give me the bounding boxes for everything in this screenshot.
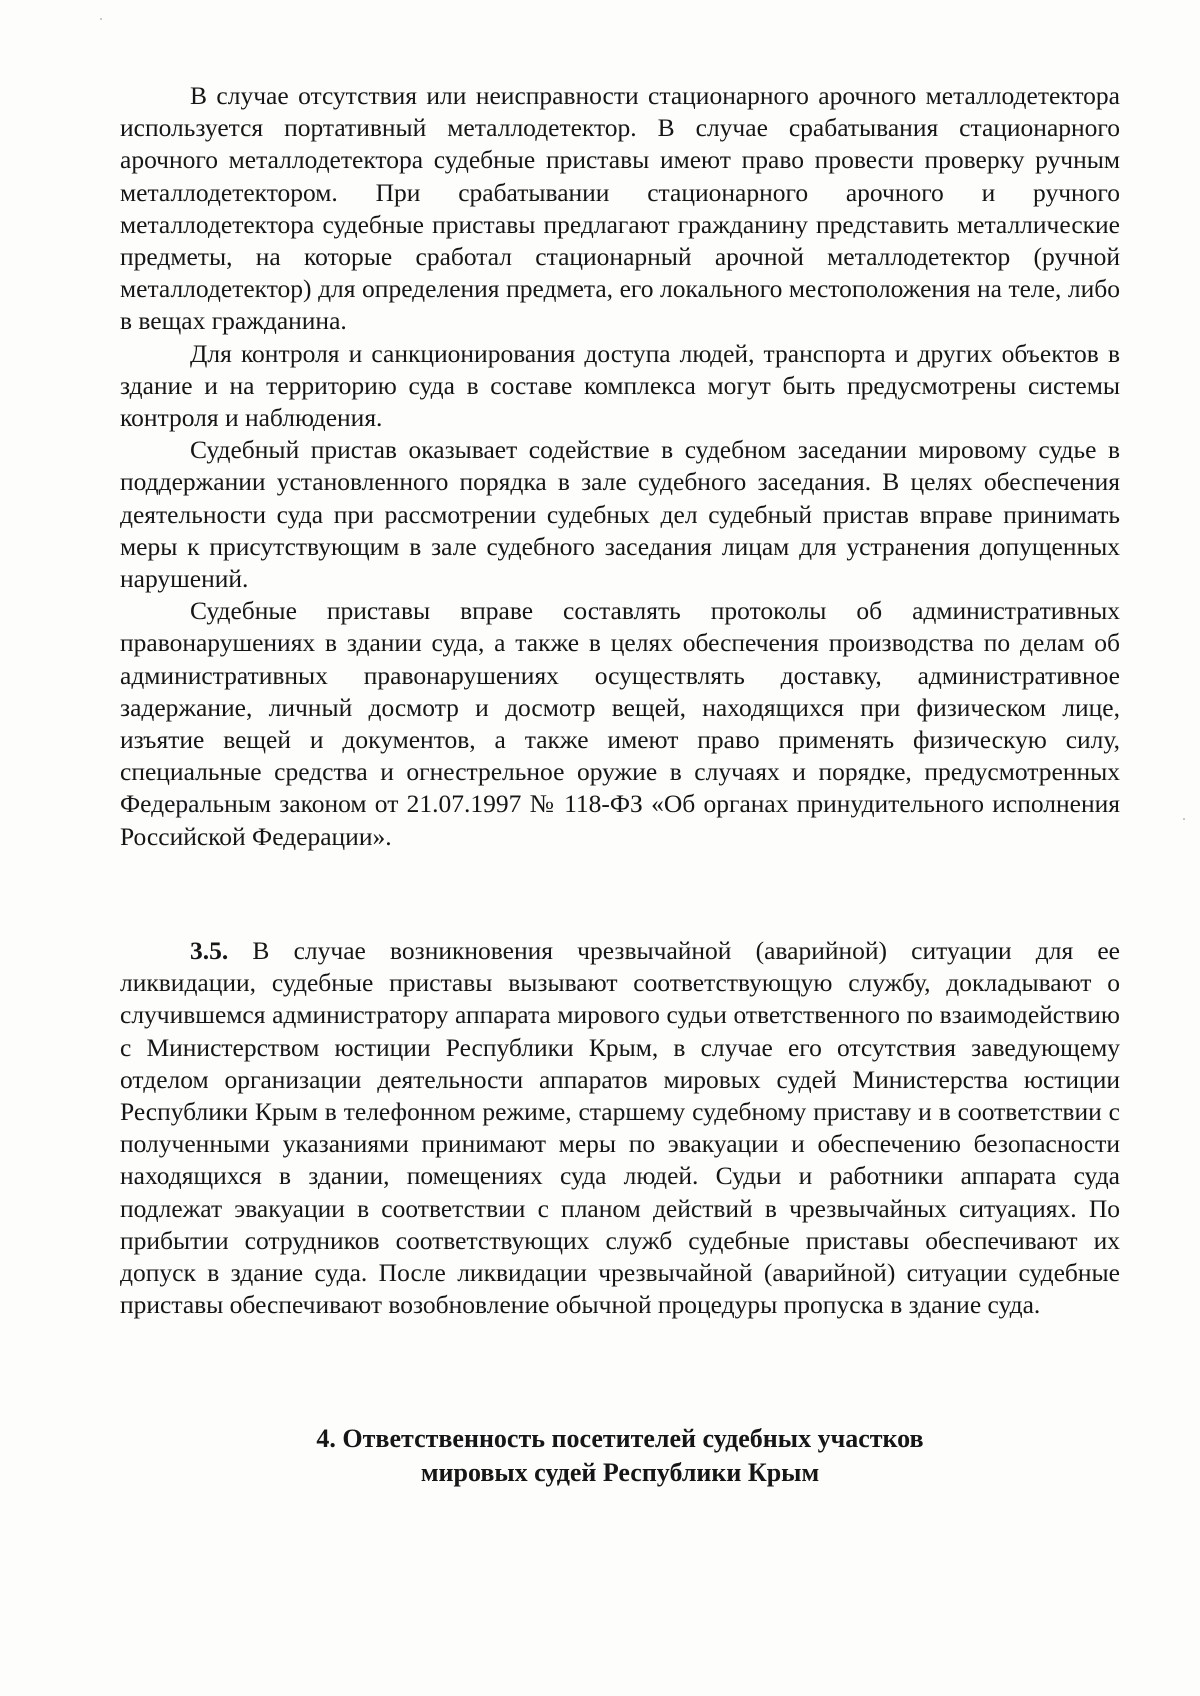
section-number: 3.5. [190,936,229,965]
scan-speck [100,18,102,20]
paragraph-access-control: Для контроля и санкционирования доступа людей, транспорта и других объектов в здание и на территорию суда в составе комплекса могут быть предусмотрены системы контроля и наблюдения. [120,338,1120,433]
paragraph-administrative-powers: Судебные приставы вправе составлять протоколы об административных правонарушениях в здании суда, а также в целях обеспечения производства по делам об административных правонарушениях осуществлять доставку, административное задержание, личный досмотр и досмотр вещей, находящихся при физическом лице, изъятие вещей и документов, а также имеют право применять физическую силу, специальные средства и огнестрельное оружие в случаях и порядке, предусмотренных Федеральным законом от 21.07.1997 № 118-ФЗ «Об органах принудительного исполнения Российской Федерации». [120,596,1120,851]
paragraph-court-session: Судебный пристав оказывает содействие в судебном заседании мировому судье в поддержании установленного порядка в зале судебного заседания. В целях обеспечения деятельности суда при рассмотрении судебных дел судебный пристав вправе принимать меры к присутствующим в зале судебного заседания лицам для устранения допущенных нарушений. [120,435,1120,594]
scan-speck [1183,818,1185,820]
heading-line-1: 4. Ответственность посетителей судебных участков [316,1424,924,1453]
section-3-5 [120,935,1120,1321]
section-3-5-text: В случае возникновения чрезвычайной (аварийной) ситуации для ее ликвидации, судебные приставы вызывают соответствующую службу, докладывают о случившемся администратору аппарата мирового судьи ответственного по взаимодействию с Министерством юстиции Республики Крым, в случае его отсутствия заведующему отделом организации деятельности аппаратов мировых судей Министерства юстиции Республики Крым в телефонном режиме, старшему судебному приставу и в соответствии с полученными указаниями принимают меры по эвакуации и обеспечению безопасности находящихся в здании, помещениях суда людей. Судьи и работники аппарата суда подлежат эвакуации в соответствии с планом действий в чрезвычайных ситуациях. По прибытии сотрудников соответствующих служб судебные приставы обеспечивают их допуск в здание суда. После ликвидации чрезвычайной (аварийной) ситуации судебные приставы обеспечивают возобновление обычной процедуры пропуска в здание суда. [120,936,1121,1320]
paragraph-metal-detector: В случае отсутствия или неисправности стационарного арочного металлодетектора используется портативный металлодетектор. В случае срабатывания стационарного арочного металлодетектора судебные приставы имеют право провести проверку ручным металлодетектором. При срабатывании стационарного арочного и ручного металлодетектора судебные приставы предлагают гражданину представить металлические предметы, на которые сработал стационарный арочной металлодетектор (ручной металлодетектор) для определения предмета, его локального местоположения на теле, либо в вещах гражданина. [120,81,1120,336]
section-heading-4 [120,1422,1120,1490]
heading-line-2: мировых судей Республики Крым [420,1458,820,1487]
body-text [120,80,1120,853]
